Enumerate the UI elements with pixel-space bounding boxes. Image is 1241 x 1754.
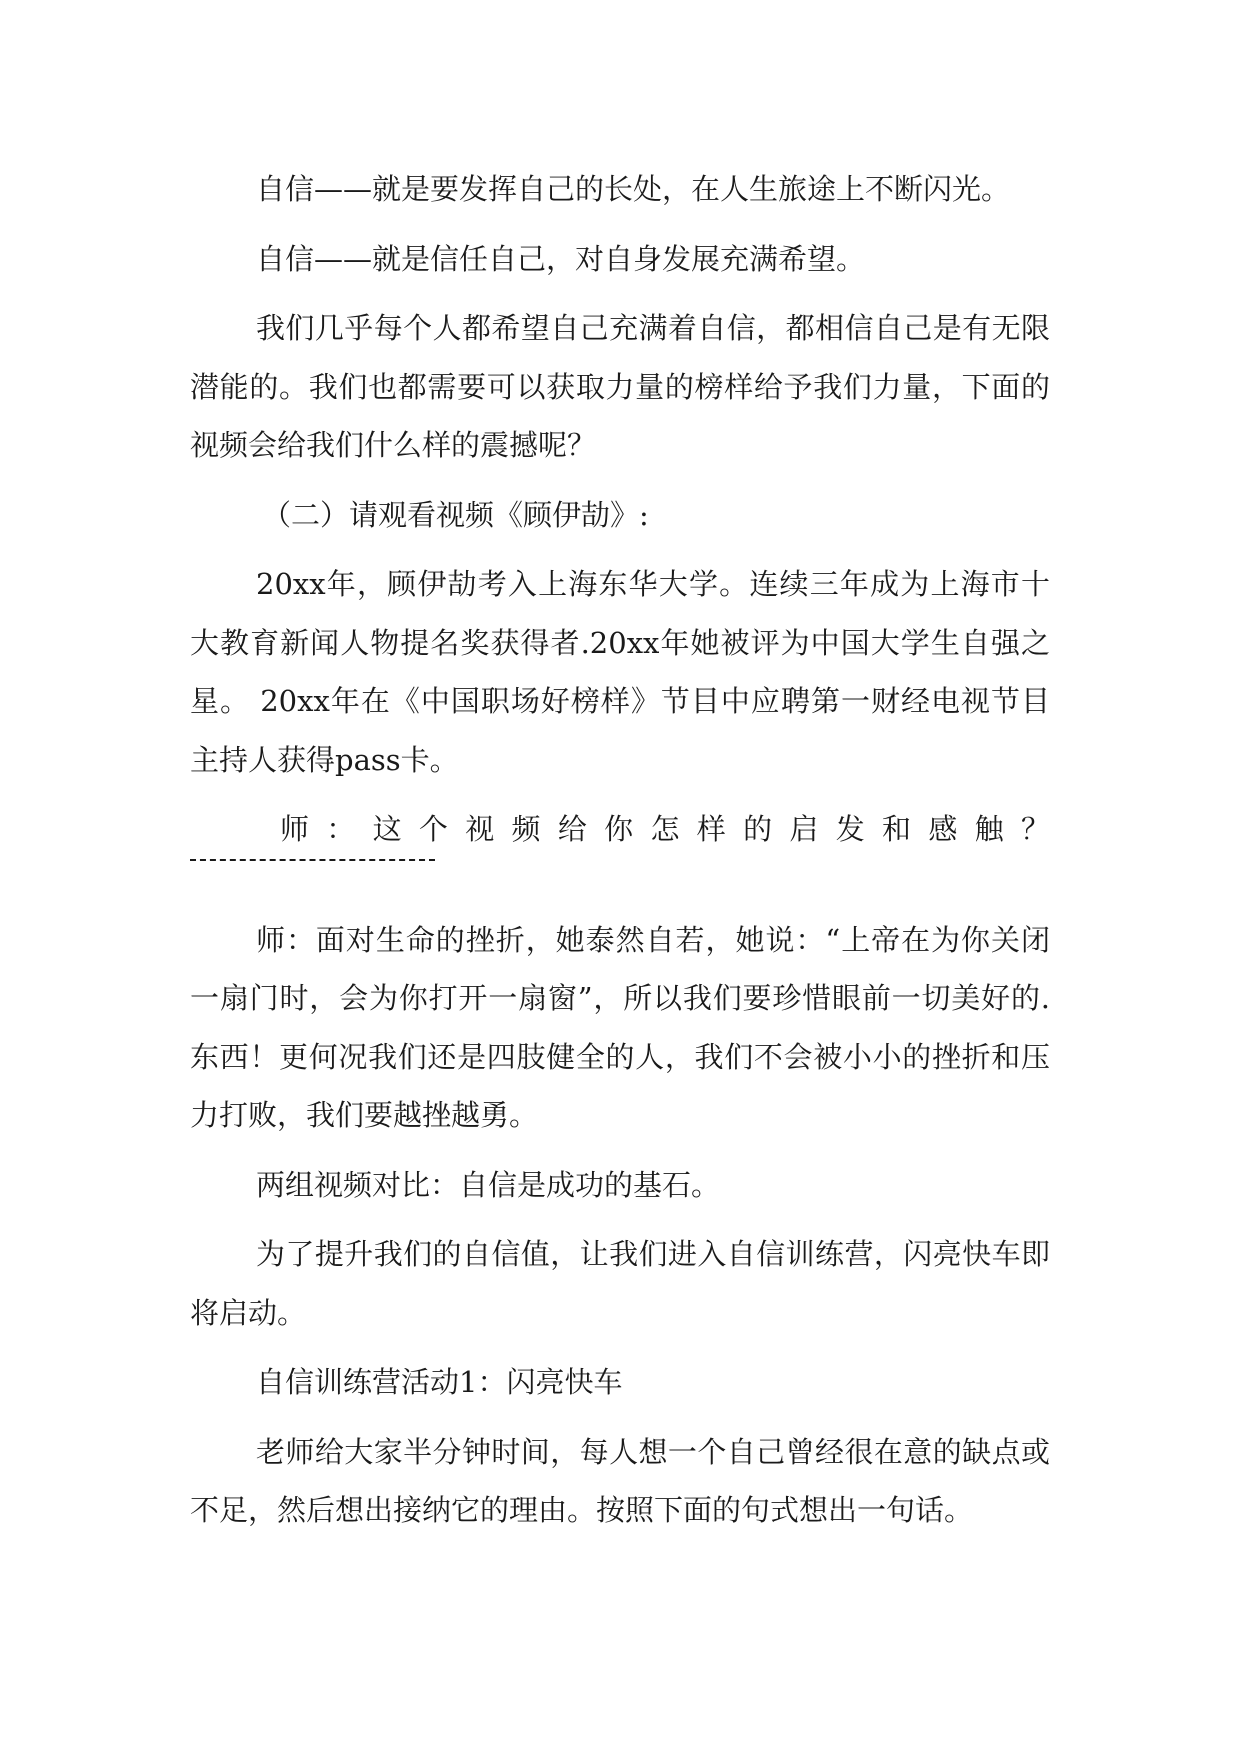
paragraph-teacher-question: 师：这个视频给你怎样的启发和感触？: [280, 812, 1050, 846]
paragraph-everyone-wants-confidence: 我们几乎每个人都希望自己充满着自信，都相信自己是有无限潜能的。我们也都需要可以获取力量的榜样给予我们力量，下面的视频会给我们什么样的震撼呢？: [190, 311, 1050, 462]
paragraph-teacher-comment: 师：面对生命的挫折，她泰然自若，她说：“上帝在为你关闭一扇门时，会为你打开一扇窗”，所以我们要珍惜眼前一切美好的.东西！更何况我们还是四肢健全的人，我们不会被小小的挫折和压力打败，我们要越挫越勇。: [190, 922, 1050, 1132]
paragraph-activity-title: 自信训练营活动1：闪亮快车: [256, 1365, 623, 1399]
paragraph-confidence-strengths: 自信——就是要发挥自己的长处，在人生旅途上不断闪光。: [256, 172, 1011, 206]
paragraph-gu-yijie-bio: 20xx年，顾伊劼考入上海东华大学。连续三年成为上海市十大教育新闻人物提名奖获得者.20xx年她被评为中国大学生自强之星。 20xx年在《中国职场好榜样》节目中应聘第一财经电视节目主持人获得pass卡。: [190, 567, 1050, 777]
paragraph-confidence-trust: 自信——就是信任自己，对自身发展充满希望。: [256, 241, 866, 276]
dashed-rule: [190, 859, 435, 861]
paragraph-training-camp-intro: 为了提升我们的自信值，让我们进入自信训练营，闪亮快车即将启动。: [190, 1237, 1050, 1330]
paragraph-activity-instructions: 老师给大家半分钟时间，每人想一个自己曾经很在意的缺点或不足，然后想出接纳它的理由。按照下面的句式想出一句话。: [190, 1434, 1050, 1527]
answer-blank-line: [190, 859, 1050, 881]
paragraph-video-comparison: 两组视频对比：自信是成功的基石。: [256, 1167, 721, 1202]
paragraph-watch-video-heading: （二）请观看视频《顾伊劼》:: [262, 497, 649, 532]
document-page: [190, 160, 1050, 1551]
